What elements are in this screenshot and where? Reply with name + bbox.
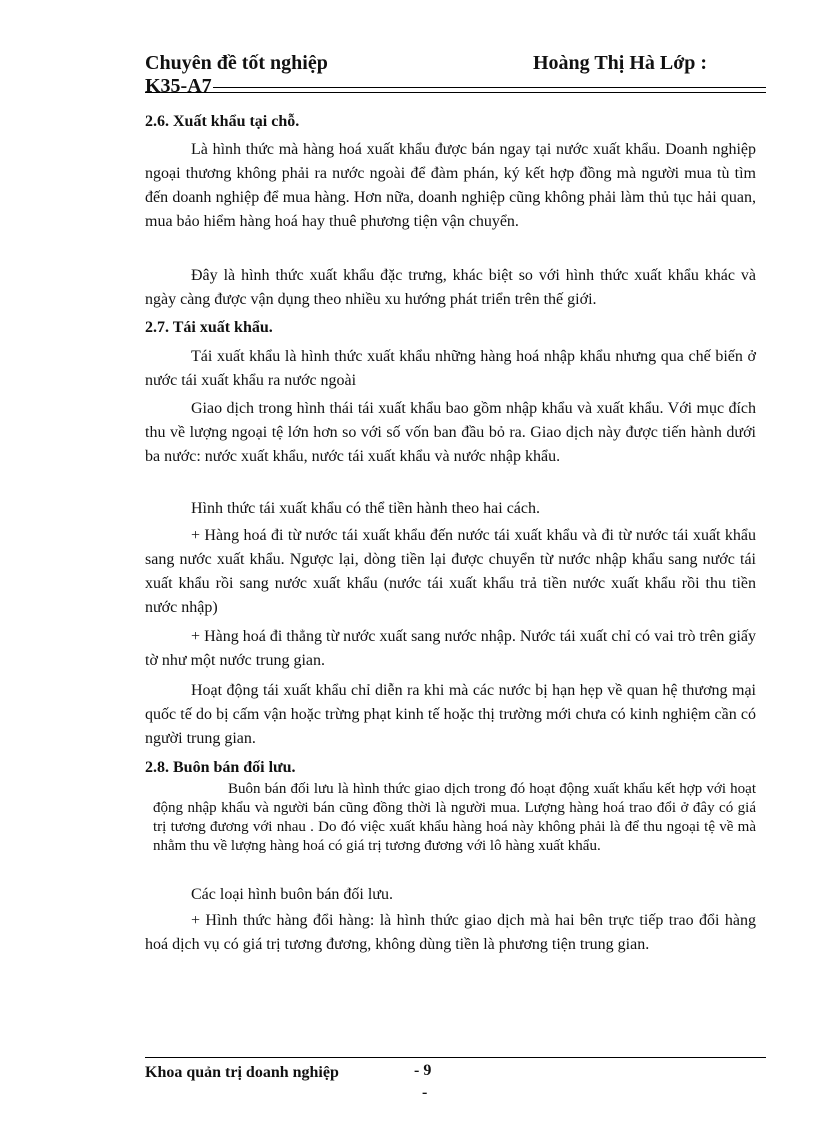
paragraph: Buôn bán đối lưu là hình thức giao dịch trong đó hoạt động xuất khẩu kết hợp với hoạt động nhập khẩu và người bán cũng đồng thời là người mua. Lượng hàng hoá trao đổi ở đây có giá trị tương đương với nhau . Do đó việc xuất khẩu hàng hoá này không phải là để thu ngoại tệ về mà nhằm thu về lượng hàng hoá có giá trị tương đương với lô hàng xuất khẩu. [153,781,756,854]
page-number-suffix: - [422,1084,428,1101]
header-rule-top [213,87,766,88]
section-heading-2-6: 2.6. Xuất khẩu tại chỗ. [145,113,300,130]
paragraph: + Hàng hoá đi từ nước tái xuất khẩu đến nước tái xuất khẩu và đi từ nước tái xuất khẩu sang nước xuất khẩu. Ngược lại, dòng tiền lại được chuyển từ nước nhập khẩu sang nước tái xuất khẩu rồi sang nước xuất khẩu (nước tái xuất khẩu trả tiền nước xuất khẩu rồi thu tiền nước nhập) [145,527,756,616]
section-heading-2-8: 2.8. Buôn bán đối lưu. [145,759,296,776]
header-title: Chuyên đề tốt nghiệp [145,52,328,74]
paragraph: + Hàng hoá đi thẳng từ nước xuất sang nước nhập. Nước tái xuất chỉ có vai trò trên giấy tờ như một nước trung gian. [145,628,756,669]
page-number: - 9 [414,1062,432,1079]
header-author: Hoàng Thị Hà Lớp : [533,52,708,74]
footer-rule [145,1057,766,1058]
paragraph: Hình thức tái xuất khẩu có thể tiền hành theo hai cách. [191,500,540,517]
header-class-code: K35-A7 [145,75,212,97]
paragraph: Giao dịch trong hình thái tái xuất khẩu bao gồm nhập khẩu và xuất khẩu. Với mục đích thu về lượng ngoại tệ lớn hơn so với số vốn ban đầu bỏ ra. Giao dịch này được tiến hành dưới ba nước: nước xuất khẩu, nước tái xuất khẩu và nước nhập khẩu. [145,400,756,465]
section-heading-2-7: 2.7. Tái xuất khẩu. [145,319,273,336]
paragraph: + Hình thức hàng đổi hàng: là hình thức giao dịch mà hai bên trực tiếp trao đổi hàng hoá dịch vụ có giá trị tương đương, không dùng tiền là phương tiện trung gian. [145,912,756,953]
footer-department: Khoa quản trị doanh nghiệp [145,1064,339,1081]
paragraph: Hoạt động tái xuất khẩu chỉ diễn ra khi mà các nước bị hạn hẹp về quan hệ thương mại quốc tế do bị cấm vận hoặc trừng phạt kinh tế hoặc thị trường mới chưa có kinh nghiệm cần có người trung gian. [145,682,756,747]
paragraph: Tái xuất khẩu là hình thức xuất khẩu những hàng hoá nhập khẩu nhưng qua chế biến ở nước tái xuất khẩu ra nước ngoài [145,348,756,389]
header-rule-bottom [145,92,766,93]
paragraph: Là hình thức mà hàng hoá xuất khẩu được bán ngay tại nước xuất khẩu. Doanh nghiệp ngoại thương không phải ra nước ngoài để đàm phán, ký kết hợp đồng mà người mua tù tìm đến doanh nghiệp để mua hàng. Hơn nữa, doanh nghiệp cũng không phải làm thủ tục hải quan, mua bảo hiểm hàng hoá hay thuê phương tiện vận chuyển. [145,141,756,230]
paragraph: Đây là hình thức xuất khẩu đặc trưng, khác biệt so với hình thức xuất khẩu khác và ngày càng được vận dụng theo nhiều xu hướng phát triển trên thế giới. [145,267,756,308]
paragraph: Các loại hình buôn bán đối lưu. [191,886,393,903]
